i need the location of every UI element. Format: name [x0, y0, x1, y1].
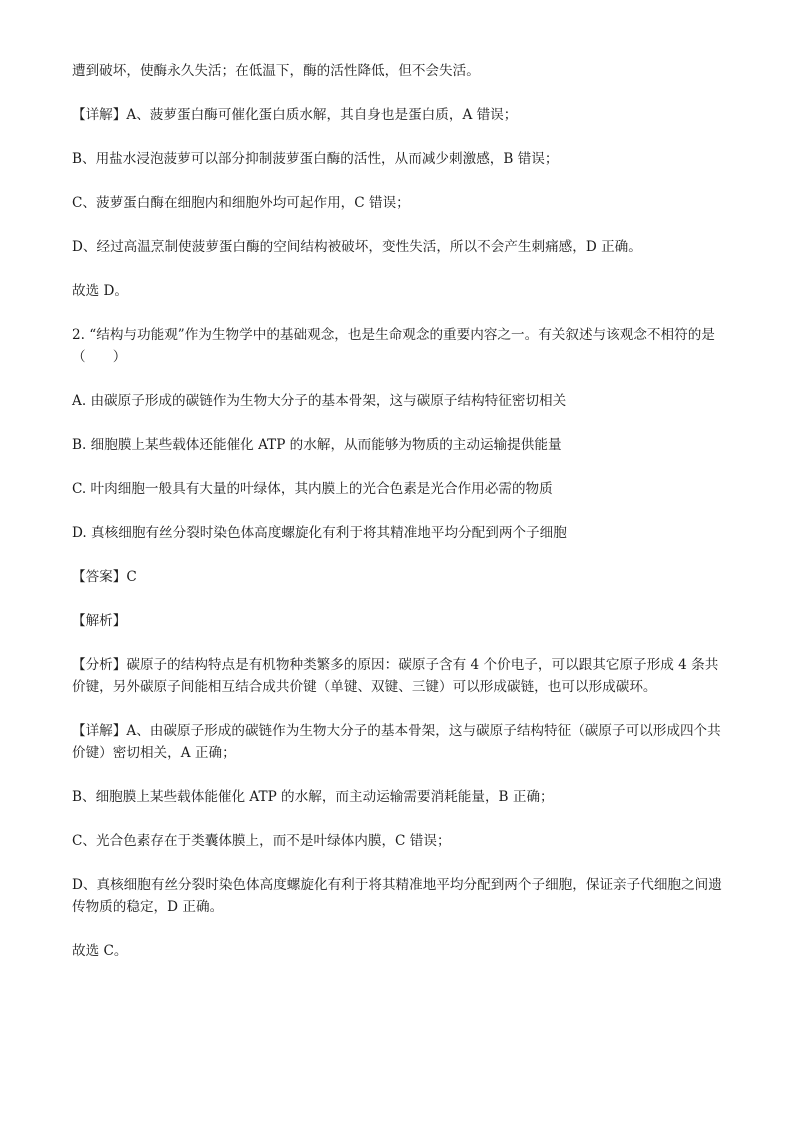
answer: 【答案】C — [72, 569, 137, 585]
choice-c: C. 叶肉细胞一般具有大量的叶绿体，其内膜上的光合色素是光合作用必需的物质 — [72, 481, 553, 497]
explanation-c: C、光合色素存在于类囊体膜上，而不是叶绿体内膜，C 错误； — [72, 833, 451, 849]
detail-a: 【详解】A、菠萝蛋白酶可催化蛋白质水解，其自身也是蛋白质，A 错误； — [72, 107, 518, 123]
choice-b: B. 细胞膜上某些载体还能催化 ATP 的水解，从而能够为物质的主动运输提供能量 — [72, 437, 562, 453]
explanation-a: 【详解】A、由碳原子形成的碳链作为生物大分子的基本骨架，这与碳原子结构特征（碳原子可以形成四个共价键）密切相关，A 正确； — [72, 723, 721, 761]
conclusion-2: 故选 C。 — [72, 943, 128, 959]
explanation-d: D、真核细胞有丝分裂时染色体高度螺旋化有利于将其精准地平均分配到两个子细胞，保证亲子代细胞之间遗传物质的稳定，D 正确。 — [72, 877, 722, 915]
document-page — [72, 60, 724, 984]
text-line-1: 遭到破坏，使酶永久失活；在低温下，酶的活性降低，但不会失活。 — [72, 63, 480, 79]
analysis-heading: 【解析】 — [72, 613, 127, 629]
question-2-stem: 2. “结构与功能观”作为生物学中的基础观念，也是生命观念的重要内容之一。有关叙述与该观念不相符的是（ ） — [72, 327, 715, 365]
choice-a: A. 由碳原子形成的碳链作为生物大分子的基本骨架，这与碳原子结构特征密切相关 — [72, 393, 567, 409]
analysis-text: 【分析】碳原子的结构特点是有机物种类繁多的原因：碳原子含有 4 个价电子，可以跟其它原子形成 4 条共价键，另外碳原子间能相互结合成共价键（单键、双键、三键）可以形成碳链，也可以形成碳环。 — [72, 657, 719, 695]
conclusion-1: 故选 D。 — [72, 283, 129, 299]
explanation-b: B、细胞膜上某些载体能催化 ATP 的水解，而主动运输需要消耗能量，B 正确； — [72, 789, 554, 805]
detail-b: B、用盐水浸泡菠萝可以部分抑制菠萝蛋白酶的活性，从而减少刺激感，B 错误； — [72, 151, 559, 167]
detail-c: C、菠萝蛋白酶在细胞内和细胞外均可起作用，C 错误； — [72, 195, 410, 211]
choice-d: D. 真核细胞有丝分裂时染色体高度螺旋化有利于将其精准地平均分配到两个子细胞 — [72, 525, 567, 541]
detail-d: D、经过高温烹制使菠萝蛋白酶的空间结构被破坏，变性失活，所以不会产生刺痛感，D 正确。 — [72, 239, 642, 255]
